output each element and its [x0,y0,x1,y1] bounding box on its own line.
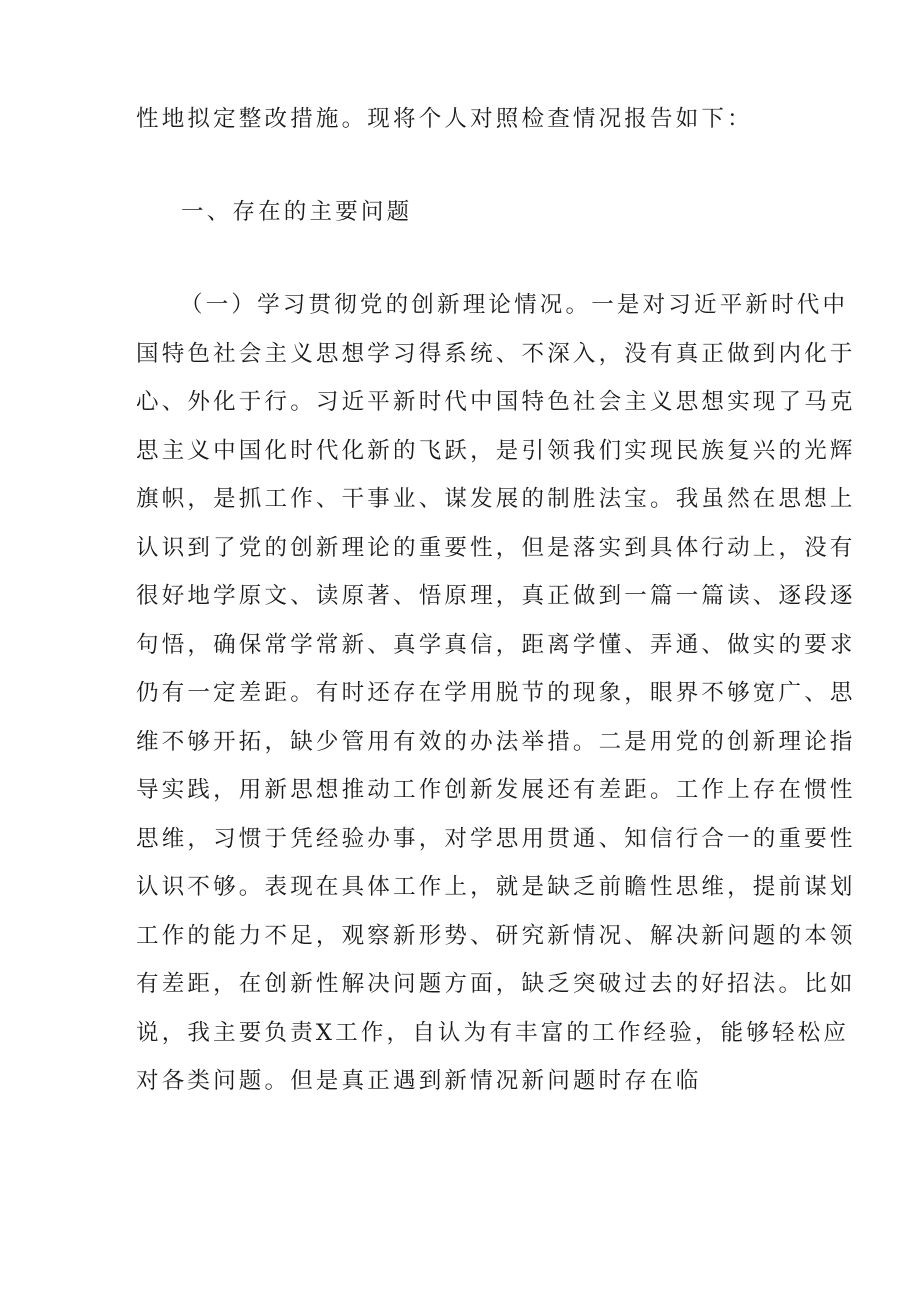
paragraph-line: 思维，习惯于凭经验办事，对学思用贯通、知信行合一的重要性 [136,825,856,852]
paragraph-line: 国特色社会主义思想学习得系统、不深入，没有真正做到内化于 [136,340,856,367]
section-heading: 一、存在的主要问题 [181,199,413,225]
paragraph-line: 认识到了党的创新理论的重要性，但是落实到具体行动上，没有 [136,534,856,561]
paragraph-line: 说，我主要负责X工作，自认为有丰富的工作经验，能够轻松应 [136,1019,850,1046]
opening-line: 性地拟定整改措施。现将个人对照检查情况报告如下： [136,106,753,132]
body-paragraph [136,286,856,1111]
paragraph-line: 认识不够。表现在具体工作上，就是缺乏前瞻性思维，提前谋划 [136,874,856,900]
paragraph-line: 心、外化于行。习近平新时代中国特色社会主义思想实现了马克 [136,389,856,415]
paragraph-line: 旗帜，是抓工作、干事业、谋发展的制胜法宝。我虽然在思想上 [136,486,856,512]
paragraph-line: （一）学习贯彻党的创新理论情况。一是对习近平新时代中 [180,292,849,318]
paragraph-line: 思主义中国化时代化新的飞跃，是引领我们实现民族复兴的光辉 [136,437,856,464]
paragraph-line: 有差距，在创新性解决问题方面，缺乏突破过去的好招法。比如 [136,971,856,997]
paragraph-line: 仍有一定差距。有时还存在学用脱节的现象，眼界不够宽广、思 [136,680,856,706]
paragraph-line: 对各类问题。但是真正遇到新情况新问题时存在临 [136,1068,702,1094]
paragraph-line: 工作的能力不足，观察新形势、研究新情况、解决新问题的本领 [136,922,856,949]
paragraph-line: 句悟，确保常学常新、真学真信，距离学懂、弄通、做实的要求 [136,631,856,658]
paragraph-line: 维不够开拓，缺少管用有效的办法举措。二是用党的创新理论指 [136,728,856,755]
paragraph-line: 很好地学原文、读原著、悟原理，真正做到一篇一篇读、逐段逐 [136,583,856,609]
paragraph-line: 导实践，用新思想推动工作创新发展还有差距。工作上存在惯性 [136,777,856,803]
